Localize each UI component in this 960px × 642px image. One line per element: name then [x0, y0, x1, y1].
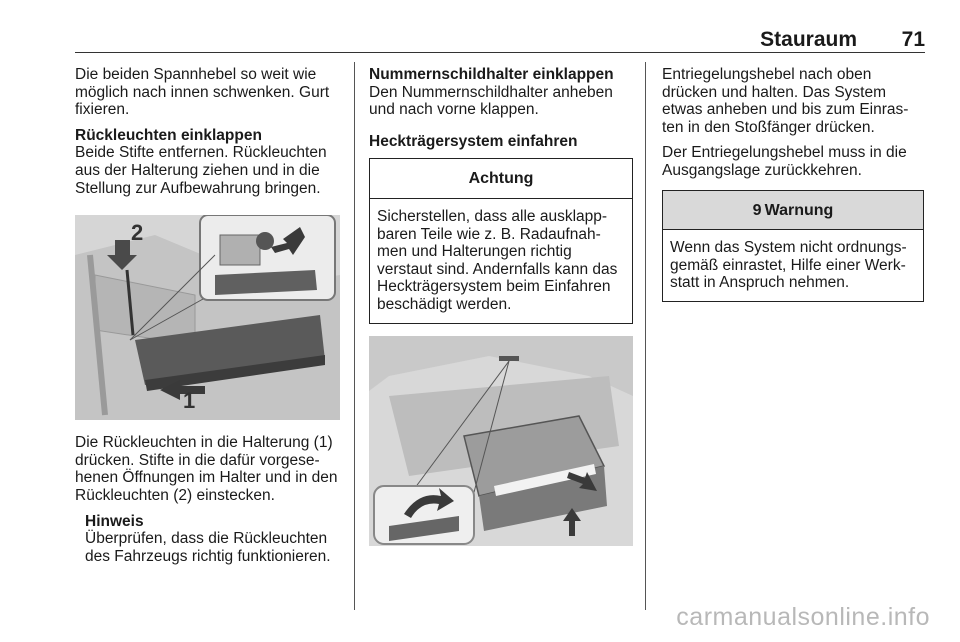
- section-title-rueckleuchten: Rückleuchten einklappen: [75, 126, 262, 144]
- column-divider-1: [354, 62, 355, 610]
- figure-heckträger: [369, 336, 633, 546]
- after-figure-paragraph: Die Rückleuchten in die Halterung (1) drücken. Stifte in die dafür vorgesehenen Öffnungen im Halter und in den Rückleuchten (2) einstecken.: [75, 434, 338, 504]
- column-3: [662, 66, 924, 314]
- section-text-nummernschild: Den Nummernschildhalter anheben und nach vorne klappen.: [369, 83, 613, 119]
- note-block: [85, 513, 343, 566]
- caution-text: Sicherstellen, dass alle ausklappbaren Teile wie z. B. Radaufnahmen und Halterungen richtig verstaut sind. Andernfalls kann das Heckträgersystem beim Einfahren beschädigt werden.: [377, 207, 618, 313]
- illustration-taillight: [75, 215, 340, 420]
- header-rule: [75, 52, 925, 53]
- lever-return-paragraph: Der Entriegelungshebel muss in die Ausgangslage zurückkehren.: [662, 144, 907, 179]
- figure-rueckleuchten: [75, 215, 340, 420]
- caution-box: [369, 158, 633, 323]
- warning-icon: 9: [752, 201, 762, 219]
- page-title: Stauraum: [760, 28, 857, 51]
- note-title: Hinweis: [85, 512, 144, 530]
- warning-title: Warnung: [764, 201, 834, 219]
- watermark: carmanualsonline.info: [676, 603, 930, 631]
- note-text: Überprüfen, dass die Rückleuchten des Fahrzeugs richtig funktionieren.: [85, 530, 331, 565]
- caution-title: Achtung: [370, 159, 632, 199]
- section-text-rueckleuchten: Beide Stifte entfernen. Rückleuchten aus der Halterung ziehen und in die Stellung zur Aufbewahrung bringen.: [75, 144, 327, 197]
- intro-paragraph: Die beiden Spannhebel so weit wie möglich nach innen schwenken. Gurt fixieren.: [75, 66, 330, 119]
- page-header: [75, 28, 925, 52]
- warning-text: Wenn das System nicht ordnungsgemäß einrastet, Hilfe einer Werkstatt in Anspruch nehmen.: [670, 239, 907, 292]
- column-divider-2: [645, 62, 646, 610]
- label-2: 2: [131, 220, 144, 246]
- column-1: [75, 66, 343, 573]
- page-number: 71: [901, 28, 925, 51]
- release-lever-paragraph: Entriegelungshebel nach oben drücken und halten. Das System etwas anheben und bis zum Einrasten in den Stoßfänger drücken.: [662, 66, 909, 136]
- section-title-heckträger: Heckträgersystem einfahren: [369, 132, 578, 150]
- section-title-nummernschild: Nummernschildhalter einklappen: [369, 66, 614, 83]
- label-1: 1: [183, 388, 196, 414]
- illustration-rack: [369, 336, 633, 546]
- column-2: [369, 66, 633, 560]
- warning-header: [663, 191, 923, 231]
- warning-box: [662, 190, 924, 302]
